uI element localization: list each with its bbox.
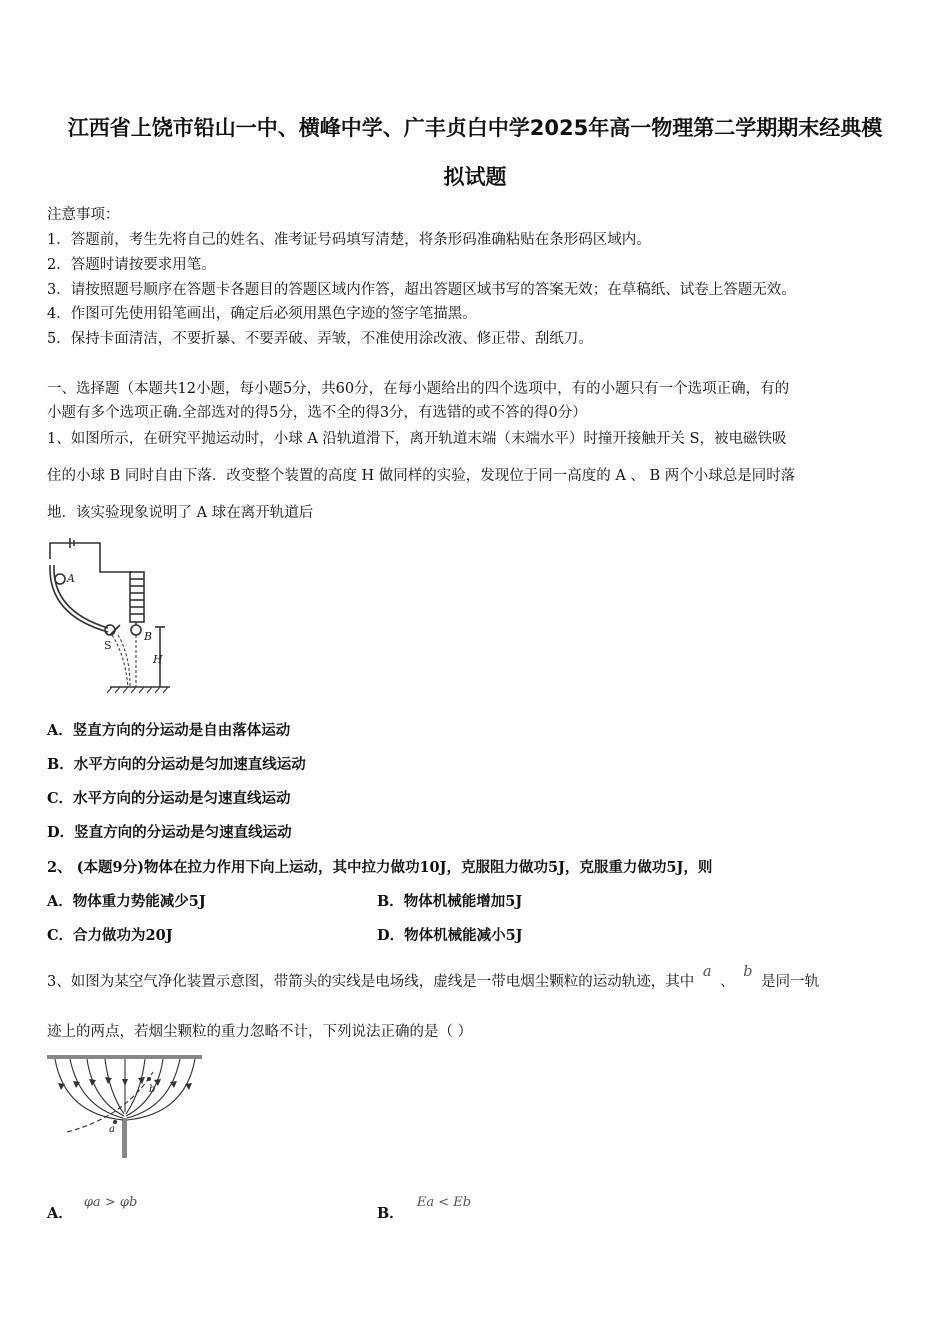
- section-heading-line1: 一、选择题（本题共12小题，每小题5分，共60分，在每小题给出的四个选项中，有的小题只有一个选项正确，有的: [47, 381, 790, 397]
- q3-air-purifier-figure: [45, 1052, 205, 1162]
- page-title-line1: 江西省上饶市铅山一中、横峰中学、广丰贞白中学2025年高一物理第二学期期末经典模: [67, 116, 883, 140]
- q3-var-b: b: [743, 964, 753, 980]
- q3-option-a-math: φa > φb: [83, 1195, 138, 1210]
- q1-option-d[interactable]: D．竖直方向的分运动是匀速直线运动: [47, 824, 292, 841]
- q3-option-b-label: B．: [377, 1205, 404, 1222]
- q2-option-b[interactable]: B．物体机械能增加5J: [377, 893, 523, 910]
- q1-option-a[interactable]: A．竖直方向的分运动是自由落体运动: [47, 722, 291, 739]
- q2-option-d[interactable]: D．物体机械能减小5J: [377, 927, 523, 944]
- q1-option-b[interactable]: B．水平方向的分运动是匀加速直线运动: [47, 756, 306, 773]
- q2-option-c[interactable]: C．合力做功为20J: [47, 927, 173, 944]
- q3-stem-part2: 是同一轨: [761, 974, 820, 990]
- q3-option-b[interactable]: [377, 1195, 472, 1223]
- fig-label-a: A: [67, 572, 75, 585]
- q3-sep: 、: [720, 974, 735, 990]
- q3-option-a-label: A．: [47, 1205, 73, 1222]
- q3-stem-line2: 迹上的两点，若烟尘颗粒的重力忽略不计，下列说法正确的是（ ）: [47, 1024, 473, 1040]
- q1-stem-line1: 1、如图所示，在研究平抛运动时，小球 A 沿轨道滑下，离开轨道末端（末端水平）时撞开接触开关 S，被电磁铁吸: [47, 431, 787, 447]
- page-title-line2: 拟试题: [443, 165, 507, 189]
- fig3-label-b: b: [149, 1084, 156, 1095]
- q1-stem-line2: 住的小球 B 同时自由下落．改变整个装置的高度 H 做同样的实验，发现位于同一高度的 A 、 B 两个小球总是同时落: [47, 468, 796, 484]
- notice-heading: 注意事项：: [47, 207, 120, 223]
- q1-apparatus-figure: [40, 535, 185, 695]
- notice-item: 2．答题时请按要求用笔。: [47, 257, 216, 273]
- fig3-label-a: a: [109, 1124, 115, 1135]
- notice-item: 4．作图可先使用铅笔画出，确定后必须用黑色字迹的签字笔描黑。: [47, 306, 477, 322]
- fig-label-b: B: [144, 630, 153, 643]
- q1-stem-line3: 地．该实验现象说明了 A 球在离开轨道后: [47, 505, 314, 521]
- q3-var-a: a: [702, 964, 712, 980]
- q3-stem-line1: [47, 964, 820, 991]
- notice-item: 5．保持卡面清洁，不要折暴、不要弄破、弄皱，不准使用涂改液、修正带、刮纸刀。: [47, 331, 593, 347]
- q1-option-c[interactable]: C．水平方向的分运动是匀速直线运动: [47, 790, 291, 807]
- fig-label-h: H: [153, 653, 163, 666]
- notice-item: 1．答题前，考生先将自己的姓名、准考证号码填写清楚，将条形码准确粘贴在条形码区域内。: [47, 232, 651, 248]
- q3-option-a[interactable]: [47, 1195, 138, 1223]
- q3-stem-part1: 3、如图为某空气净化装置示意图，带箭头的实线是电场线，虚线是一带电烟尘颗粒的运动轨迹，其中: [47, 974, 695, 990]
- q2-option-a[interactable]: A．物体重力势能减少5J: [47, 893, 206, 910]
- notice-item: 3．请按照题号顺序在答题卡各题目的答题区域内作答，超出答题区域书写的答案无效；在草稿纸、试卷上答题无效。: [47, 282, 796, 298]
- q2-stem: 2、 (本题9分)物体在拉力作用下向上运动，其中拉力做功10J，克服阻力做功5J，克服重力做功5J，则: [47, 859, 713, 876]
- section-heading-line2: 小题有多个选项正确.全部选对的得5分，选不全的得3分，有选错的或不答的得0分）: [47, 405, 587, 421]
- q3-option-b-math: Ea < Eb: [416, 1195, 472, 1210]
- fig-label-s: S: [104, 639, 112, 652]
